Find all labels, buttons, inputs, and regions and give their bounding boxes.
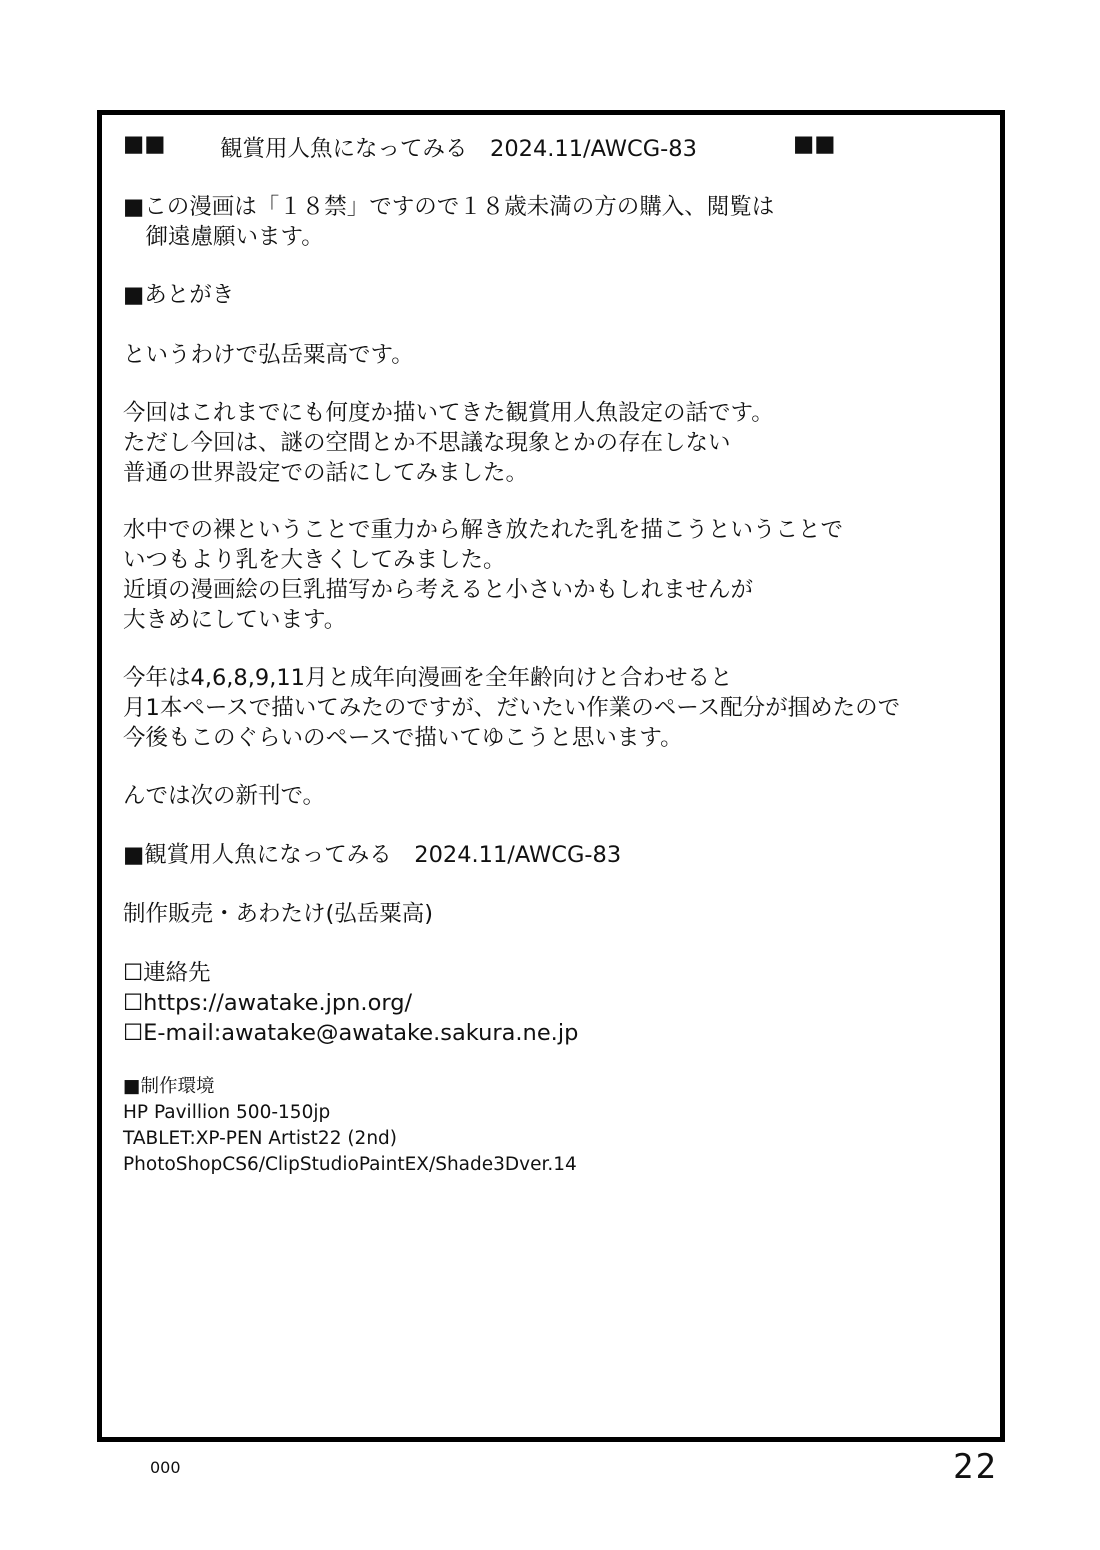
afterword-paragraph-line: 水中での裸ということで重力から解き放たれた乳を描こうということで [123,517,844,543]
afterword-paragraph-line: んでは次の新刊で。 [123,783,326,809]
afterword-paragraph-line: というわけで弘岳粟高です。 [123,342,414,368]
afterword-paragraph-line: 今年は4,6,8,9,11月と成年向漫画を全年齢向けと合わせると [123,665,733,691]
afterword-heading: ■あとがき [123,282,235,308]
page-title: 観賞用人魚になってみる 2024.11/AWCG-83 [220,136,697,162]
afterword-paragraph-line: 今後もこのぐらいのペースで描いてゆこうと思います。 [123,725,683,751]
afterword-paragraph-line: 月1本ペースで描いてみたのですが、だいたい作業のペース配分が掴めたので [123,695,901,721]
colophon-title: ■観賞用人魚になってみる 2024.11/AWCG-83 [123,842,622,868]
colophon-publisher: 制作販売・あわたけ(弘岳粟高) [123,901,434,927]
notice-line-1: ■この漫画は「１８禁」ですので１８歳未満の方の購入、閲覧は [123,194,775,220]
notice-line-2: 御遠慮願います。 [123,224,324,250]
environment-item: PhotoShopCS6/ClipStudioPaintEX/Shade3Dver.14 [123,1154,577,1175]
contact-url-link[interactable]: ☐https://awatake.jpn.org/ [123,990,413,1016]
page-number: 22 [953,1447,998,1487]
header-right-mark: ■■ [793,131,836,157]
afterword-paragraph-line: 普通の世界設定での話にしてみました。 [123,460,529,486]
environment-item: HP Pavillion 500-150jp [123,1102,331,1123]
afterword-paragraph-line: いつもより乳を大きくしてみました。 [123,547,506,573]
header-row [123,131,843,163]
afterword-paragraph-line: ただし今回は、謎の空間とか不思議な現象とかの存在しない [123,430,731,456]
afterword-paragraph-line: 今回はこれまでにも何度か描いてきた観賞用人魚設定の話です。 [123,400,774,426]
afterword-paragraph-line: 大きめにしています。 [123,607,347,633]
contact-heading: ☐連絡先 [123,960,211,986]
header-left-mark: ■■ [123,131,166,157]
environment-heading: ■制作環境 [123,1076,215,1097]
environment-item: TABLET:XP-PEN Artist22 (2nd) [123,1128,398,1149]
footer-code: 000 [150,1458,181,1477]
afterword-paragraph-line: 近頃の漫画絵の巨乳描写から考えると小さいかもしれませんが [123,577,754,603]
contact-email-link[interactable]: ☐E-mail:awatake@awatake.sakura.ne.jp [123,1020,579,1046]
